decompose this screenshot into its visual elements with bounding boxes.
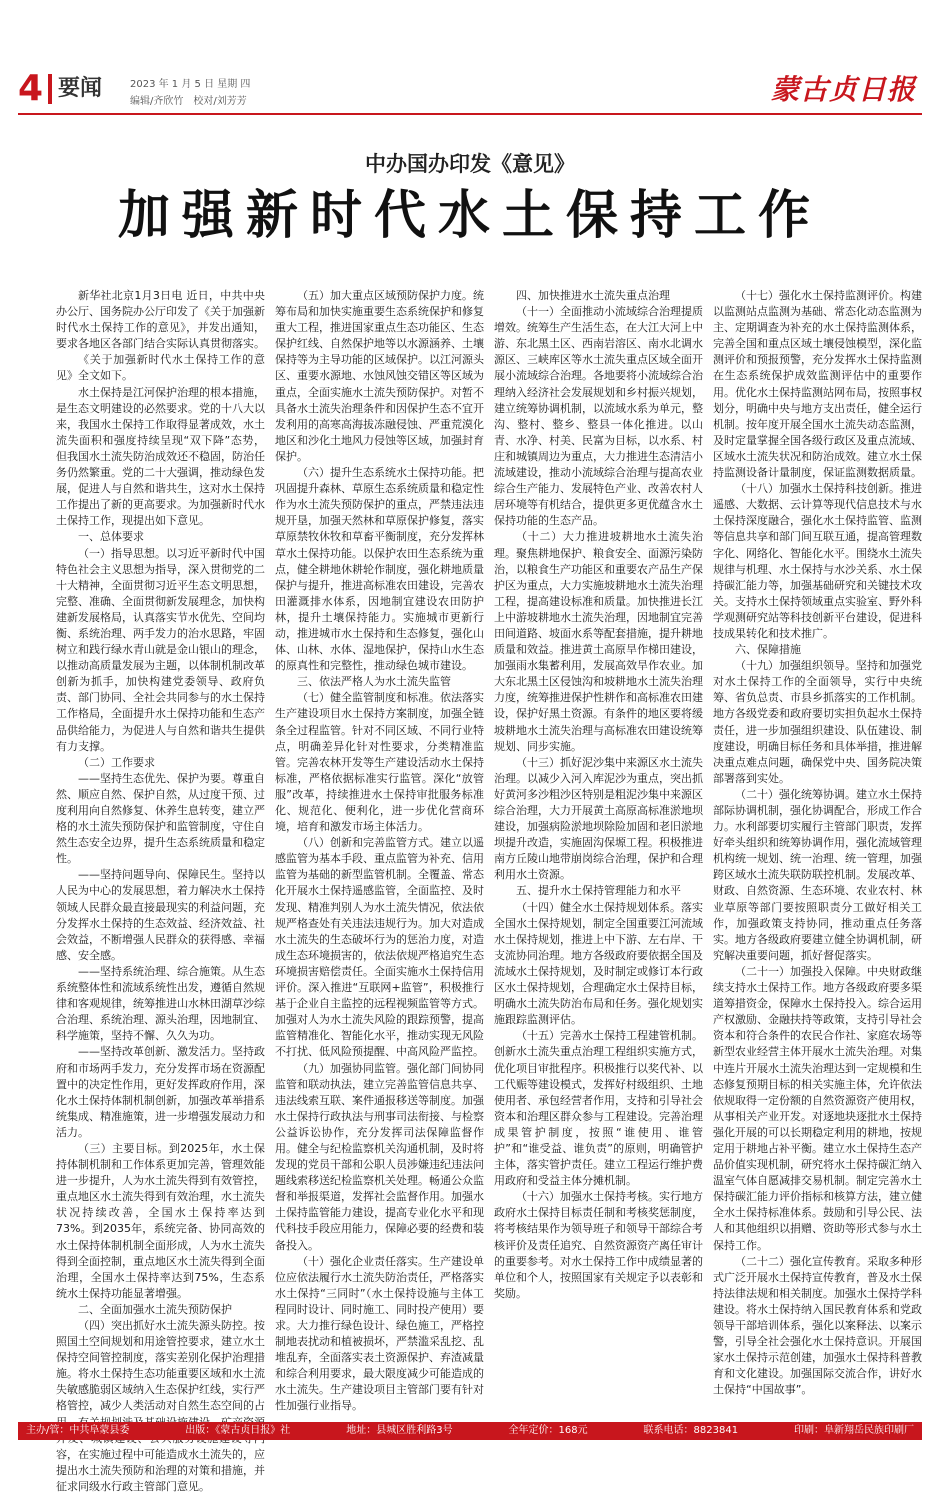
section-heading: 一、总体要求 <box>78 530 144 544</box>
paragraph: （十一）全面推动小流域综合治理提质增效。统筹生产生活生态，在大江大河上中游、东北黑土区、西南岩溶区、南水北调水源区、三峡库区等水土流失重点区域全面开展小流域综合治理。各地要将小流域综合治理纳入经济社会发展规划和乡村振兴规划，建立统筹协调机制，以流域水系为单元，整沟、整村、整乡、整县一体化推进。以山青、水净、村美、民富为目标，以水系、村庄和城镇周边为重点，大力推进生态清洁小流域建设，推动小流域综合治理与提高农业综合生产能力、发展特色产业、改善农村人居环境等有机结合，提供更多更优蕴含水土保持功能的生态产品。 <box>494 305 703 528</box>
paragraph: （十九）加强组织领导。坚持和加强党对水土保持工作的全面领导，实行中央统筹、省负总责、市县乡抓落实的工作机制。地方各级党委和政府要切实担负起水土保持责任，进一步加强组织建设、队伍建设、制度建设，明确目标任务和具体举措，推进解决重点难点问题，确保党中央、国务院决策部署落到实处。 <box>713 659 922 785</box>
article-column-2 <box>275 288 484 1413</box>
paragraph: （六）提升生态系统水土保持功能。把巩固提升森林、草原生态系统质量和稳定性作为水土流失预防保护的重点，严禁违法违规开垦，加强天然林和草原保护修复，落实草原禁牧休牧和草畜平衡制度，充分发挥林草水土保持功能。以保护农田生态系统为重点，健全耕地休耕轮作制度，强化耕地质量保护与提升，推进高标准农田建设，完善农田灌溉排水体系，因地制宜建设农田防护林，提升土壤保持能力。实施城市更新行动，推进城市水土保持和生态修复，强化山体、山林、水体、湿地保护，保持山水生态的原真性和完整性，推动绿色城市建设。 <box>275 466 484 673</box>
footer-sponsor: 主办/管：中共阜蒙县委 <box>26 1425 130 1436</box>
paragraph: （四）突出抓好水土流失源头防控。按照国土空间规划和用途管控要求，建立水土保持空间管控制度，落实差别化保护治理措施。将水土保持生态功能重要区域和水土流失敏感脆弱区域纳入生态保护红线，实行严格管控，减少人类活动对自然生态空间的占 容，在实施过程中可能造成水土流失的，应提出水土流失预防和治理的对策和措施，并征求同级水行政主管部门意见。 <box>56 1319 265 1493</box>
paragraph: （九）加强协同监管。强化部门间协同监管和联动执法，建立完善监管信息共享、违法线索互联、案件通报移送等制度。加强水土保持行政执法与刑事司法衔接、与检察公益诉讼协作，充分发挥司法保障监督作用。健全与纪检监察机关沟通机制，及时将发现的党员干部和公职人员涉嫌违纪违法问题线索移送纪检监察机关处理。畅通公众监督和举报渠道，发挥社会监督作用。加强水土保持监管能力建设，提高专业化水平和现代科技手段应用能力，保障必要的经费和装备投入。 <box>275 1061 484 1252</box>
footer-price: 全年定价：168元 <box>508 1425 588 1436</box>
article-column-3 <box>494 288 703 1410</box>
page-footer <box>18 1422 922 1440</box>
paragraph: ——坚持问题导向、保障民生。坚持以人民为中心的发展思想，着力解决水土保持领域人民群众最直接最现实的利益问题，充分发挥水土保持的生态效益、经济效益、社会效益，不断增强人民群众的获得感、幸福感、安全感。 <box>56 868 265 962</box>
article-column-4 <box>713 288 922 1410</box>
section-name: 要闻 <box>58 76 103 101</box>
paragraph: （一）指导思想。以习近平新时代中国特色社会主义思想为指导，深入贯彻党的二十大精神，全面贯彻习近平生态文明思想，完整、准确、全面贯彻新发展理念，加快构建新发展格局，认真落实节水优先、空间均衡、系统治理、两手发力的治水思路，牢固树立和践行绿水青山就是金山银山的理念，以推动高质量发展为主题，以体制机制改革创新为抓手，加快构建党委领导、政府负责、部门协同、全社会共同参与的水土保持工作格局，全面提升水土保持功能和生态产品供给能力，为促进人与自然和谐共生提供有力支撑。 <box>56 546 265 753</box>
paragraph: （二十二）强化宣传教育。采取多种形式广泛开展水土保持宣传教育，普及水土保持法律法规和相关制度。加强水土保持学科建设。将水土保持纳入国民教育体系和党政领导干部培训体系，强化以案释法、以案示警，引导全社会强化水土保持意识。开展国家水土保持示范创建，加强水土保持科普教育和文化建设。加强国际交流合作，讲好水土保持“中国故事”。 <box>713 1254 922 1397</box>
paragraph: （五）加大重点区域预防保护力度。统筹布局和加快实施重要生态系统保护和修复重大工程，推进国家重点生态功能区、生态保护红线、自然保护地等以水源涵养、土壤保持等为主导功能的区域保护。以江河源头区、重要水源地、水蚀风蚀交错区等区域为重点，全面实施水土流失预防保护。对暂不具备水土流失治理条件和因保护生态不宜开发利用的高寒高海拔冻融侵蚀、严重荒漠化地区和沙化土地风力侵蚀等区域，加强封育保护。 <box>275 289 484 463</box>
paragraph: （十七）强化水土保持监测评价。构建以监测站点监测为基础、常态化动态监测为主、定期调查为补充的水土保持监测体系，完善全国和重点区域土壤侵蚀模型，深化监测评价和预报预警，充分发挥水土保持监测在生态系统保护成效监测评估中的重要作用。优化水土保持监测站网布局，按照事权划分，明确中央与地方支出责任，健全运行机制。按年度开展全国水土流失动态监测，及时定量掌握全国各级行政区及重点流域、区域水土流失状况和防治成效。建立水土保持监测设备计量制度，保证监测数据质量。 <box>713 289 922 480</box>
header-rule <box>18 113 922 115</box>
section-heading: 二、全面加强水土流失预防保护 <box>78 1302 232 1316</box>
paragraph: （三）主要目标。到2025年，水土保持体制机制和工作体系更加完善，管理效能进一步提升，人为水土流失得到有效管控，重点地区水土流失得到有效治理，水土流失状况持续改善，全国水土保持率达到73%。到2035年，系统完备、协同高效的水土保持体制机制全面形成，人为水土流失得到全面控制，重点地区水土流失得到全面治理，全国水土保持率达到75%，生态系统水土保持功能显著增强。 <box>56 1141 265 1300</box>
page-header <box>18 68 922 112</box>
section-heading: 三、依法严格人为水土流失监管 <box>297 675 451 689</box>
newspaper-masthead: 蒙古贞日报 <box>770 73 916 106</box>
paragraph: 新华社北京1月3日电 近日，中共中央办公厅、国务院办公厅印发了《关于加强新时代水土保持工作的意见》，并发出通知，要求各地区各部门结合实际认真贯彻落实。 <box>56 289 265 351</box>
section-heading: 四、加快推进水土流失重点治理 <box>516 289 670 302</box>
paragraph: ——坚持系统治理、综合施策。从生态系统整体性和流域系统性出发，遵循自然规律和客观规律，统筹推进山水林田湖草沙综合治理、系统治理、源头治理，因地制宜、科学施策，坚持不懈、久久为功。 <box>56 964 265 1043</box>
paragraph: （七）健全监管制度和标准。依法落实生产建设项目水土保持方案制度，加强全链条全过程监管。针对不同区域、不同行业特点，明确差异化针对性要求，分类精准监管。完善农林开发等生产建设活动水土保持标准，严格依据标准实行监管。深化“放管服”改革，持续推进水土保持审批服务标准化、规范化、便利化，进一步优化营商环境，培育和激发市场主体活力。 <box>275 691 484 834</box>
paragraph: 水土保持是江河保护治理的根本措施，是生态文明建设的必然要求。党的十八大以来，我国水土保持工作取得显著成效，水土流失面积和强度持续呈现“双下降”态势，但我国水土流失防治成效还不稳固，防治任务仍然繁重。党的二十大强调，推动绿色发展，促进人与自然和谐共生，这对水土保持工作提出了新的更高要求。为加强新时代水土保持工作，现提出如下意见。 <box>56 385 265 528</box>
paragraph: （十）强化企业责任落实。生产建设单位应依法履行水土流失防治责任，严格落实水土保持“三同时”（水土保持设施与主体工程同时设计、同时施工、同时投产使用）要求。大力推行绿色设计、绿色施工，严格控制地表扰动和植被损坏，严禁滥采乱挖、乱堆乱弃，全面落实表土资源保护、弃渣减量和综合利用要求，最大限度减少可能造成的水土流失。生产建设项目主管部门要有针对性加强行业指导。 <box>275 1254 484 1413</box>
paragraph: （十二）大力推进坡耕地水土流失治理。聚焦耕地保护、粮食安全、面源污染防治，以粮食生产功能区和重要农产品生产保护区为重点，大力实施坡耕地水土流失治理工程，提高建设标准和质量。加快推进长江上中游坡耕地水土流失治理，因地制宜完善田间道路、坡面水系等配套措施，提升耕地质量和效益。推进黄土高原旱作梯田建设，加强雨水集蓄利用，发展高效旱作农业。加大东北黑土区侵蚀沟和坡耕地水土流失治理力度，统筹推进保护性耕作和高标准农田建设，保护好黑土资源。有条件的地区要将缓坡耕地水土流失治理与高标准农田建设统筹规划、同步实施。 <box>494 530 703 753</box>
editor-credits: 编辑/齐欣竹 校对/刘芳芳 <box>130 96 247 107</box>
paragraph: （二十一）加强投入保障。中央财政继续支持水土保持工作。地方各级政府要多渠道筹措资金，保障水土保持投入。综合运用产权激励、金融扶持等政策，支持引导社会资本和符合条件的农民合作社、家庭农场等新型农业经营主体开展水土流失治理。对集中连片开展水土流失治理达到一定规模和生态修复预期目标的相关实施主体，允许依法依规取得一定份额的自然资源资产使用权，从事相关产业开发。对逐地块逐批水土保持强化开展的可以长期稳定利用的耕地，按规定用于耕地占补平衡。建立水土保持生态产品价值实现机制，研究将水土保持碳汇纳入温室气体自愿减排交易机制。制定完善水土保持碳汇能力评价指标和核算方法，建立健全水土保持标准体系。鼓励和引导公民、法人和其他组织以捐赠、资助等形式参与水土保持工作。 <box>713 964 922 1252</box>
article-subtitle: 中办国办印发《意见》 <box>365 152 575 176</box>
section-heading: （二）工作要求 <box>78 755 155 769</box>
paragraph: （二十）强化统筹协调。建立水土保持部际协调机制，强化协调配合，形成工作合力。水利部要切实履行主管部门职责，发挥好牵头组织和统筹协调作用，强化流域管理机构统一规划、统一治理、统一管理，加强跨区域水土流失联防联控机制。发展改革、财政、自然资源、生态环境、农业农村、林业草原等部门要按照职责分工做好相关工作，加强政策支持协同，推动重点任务落实。地方各级政府要建立健全协调机制，研究解决重要问题，抓好督促落实。 <box>713 787 922 962</box>
footer-publisher: 出版：《蒙古贞日报》社 <box>185 1425 291 1436</box>
article-title: 加强新时代水土保持工作 <box>117 186 822 246</box>
footer-printer: 印刷：阜新翔岳民族印刷厂 <box>794 1425 914 1436</box>
footer-address: 地址：县城区胜利路3号 <box>346 1425 453 1436</box>
section-heading: 五、提升水土保持管理能力和水平 <box>516 884 681 898</box>
paragraph: ——坚持生态优先、保护为要。尊重自然、顺应自然、保护自然，从过度干预、过度利用向自然修复、休养生息转变，建立严格的水土流失预防保护和监管制度，守住自然生态安全边界，提升生态系统质量和稳定性。 <box>56 771 265 866</box>
paragraph: 《关于加强新时代水土保持工作的意见》全文如下。 <box>56 353 265 383</box>
section-heading: 六、保障措施 <box>735 643 801 657</box>
footer-phone: 联系电话：8823841 <box>643 1425 739 1436</box>
page-number: 4 <box>18 68 44 109</box>
page-number-divider <box>48 74 52 104</box>
paragraph: （八）创新和完善监管方式。建立以遥感监管为基本手段、重点监管为补充、信用监管为基础的新型监管机制。全覆盖、常态化开展水土保持遥感监管，全面监控、及时发现、精准判别人为水土流失情况，依法依规严格查处有关违法违规行为。加大对造成水土流失的生态破坏行为的惩治力度，对造成生态环境损害的，依法依规严格追究生态环境损害赔偿责任。全面实施水土保持信用评价。深入推进“互联网+监管”，积极推行基于企业自主监控的远程视频监管等方式。加强对人为水土流失风险的跟踪预警，提高监管精准化、智能化水平，推动实现无风险不打扰、低风险预提醒、中高风险严监控。 <box>275 836 484 1059</box>
paragraph: （十四）健全水土保持规划体系。落实全国水土保持规划，制定全国重要江河流域水土保持规划，推进上中下游、左右岸、干支流协同治理。地方各级政府要依据全国及流域水土保持规划，及时制定或修订本行政区水土保持规划，合理确定水土保持目标，明确水土流失防治布局和任务。强化规划实施跟踪监测评估。 <box>494 900 703 1027</box>
paragraph: （十三）抓好泥沙集中来源区水土流失治理。以减少入河入库泥沙为重点，突出抓好黄河多沙粗沙区特别是粗泥沙集中来源区综合治理，大力开展黄土高原高标准淤地坝建设，加强病险淤地坝除险加固和老旧淤地坝提升改造，实施固沟保塬工程。积极推进南方丘陵山地带崩岗综合治理，保护和合理利用水土资源。 <box>494 755 703 882</box>
paragraph: （十八）加强水土保持科技创新。推进遥感、大数据、云计算等现代信息技术与水土保持深度融合，强化水土保持监管、监测等信息共享和部门间互联互通，提高管理数字化、网络化、智能化水平。围绕水土流失规律与机理、水土保持与水沙关系、水土保持碳汇能力等，加强基础研究和关键技术攻关。支持水土保持领域重点实验室、野外科学观测研究站等科技创新平台建设，促进科技成果转化和技术推广。 <box>713 482 922 640</box>
paragraph: （十六）加强水土保持考核。实行地方政府水土保持目标责任制和考核奖惩制度，将考核结果作为领导班子和领导干部综合考核评价及责任追究、自然资源资产离任审计的重要参考。对水土保持工作中成绩显著的单位和个人，按照国家有关规定予以表彰和奖励。 <box>494 1190 703 1300</box>
paragraph: ——坚持改革创新、激发活力。坚持政府和市场两手发力，充分发挥市场在资源配置中的决定性作用，更好发挥政府作用，深化水土保持体制机制创新，加强改革举措系统集成、精准施策，进一步增强发展动力和活力。 <box>56 1045 265 1139</box>
paragraph: （十五）完善水土保持工程建管机制。创新水土流失重点治理工程组织实施方式，优化项目审批程序。积极推行以奖代补、以工代赈等建设模式，发挥好村级组织、土地使用者、承包经营者作用，支持和引导社会资本和治理区群众参与工程建设。完善治理成果管护制度，按照“谁使用、谁管护”和“谁受益、谁负责”的原则，明确管护主体，落实管护责任。建立工程运行维护费用政府和受益主体分摊机制。 <box>494 1029 703 1188</box>
issue-date: 2023 年 1 月 5 日 星期 四 <box>130 79 251 90</box>
